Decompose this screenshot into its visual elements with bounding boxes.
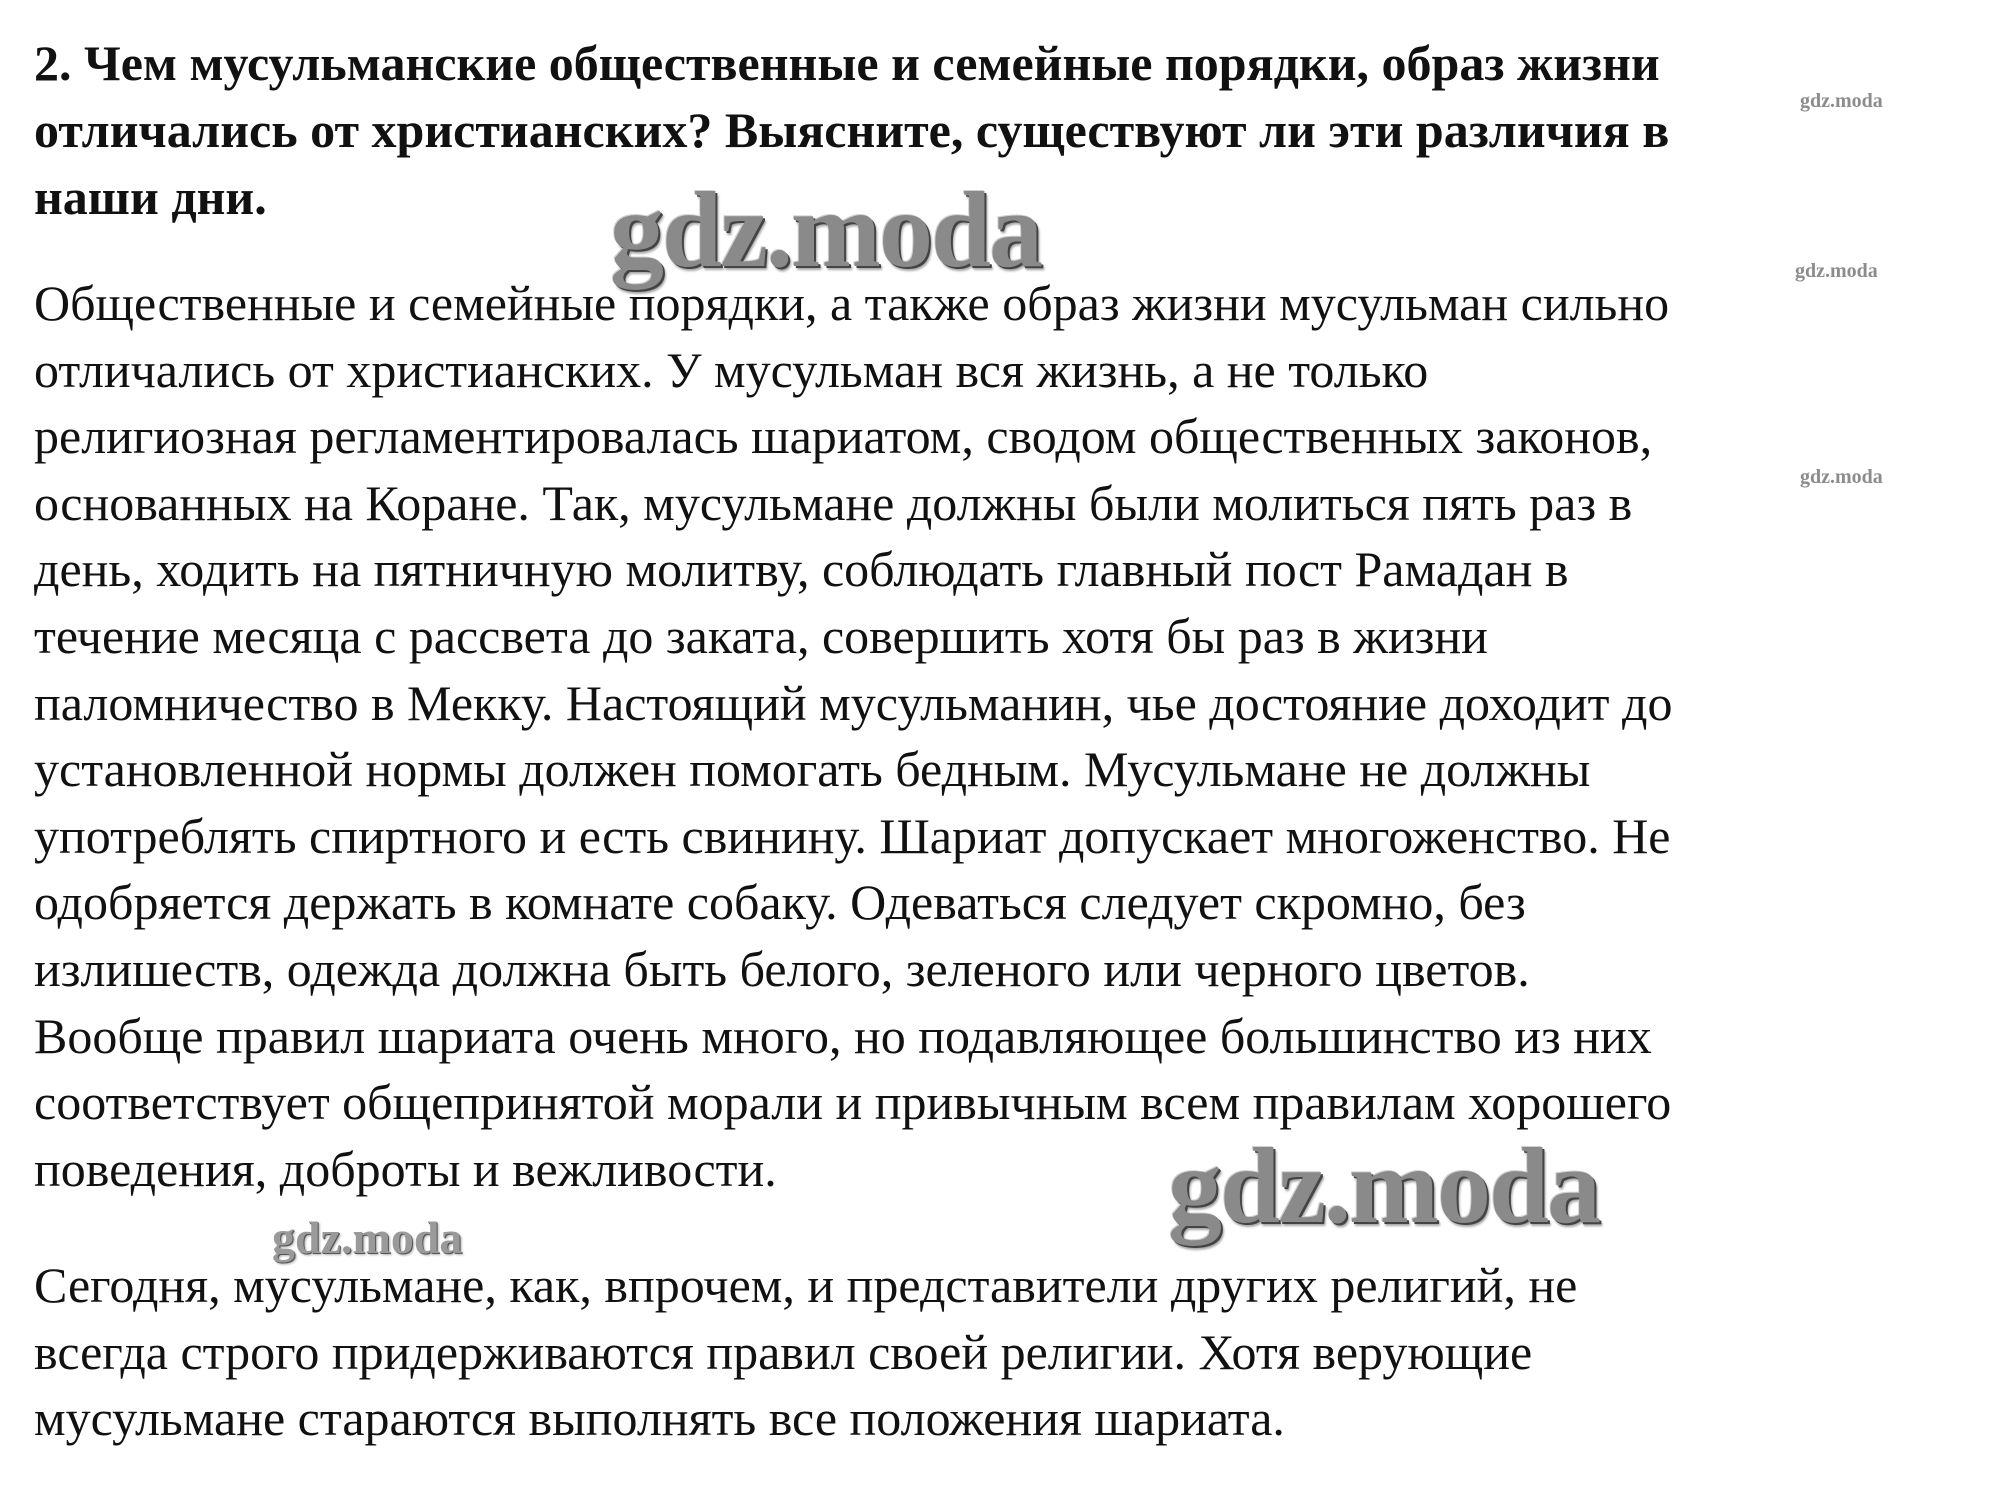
answer-line: Общественные и семейные порядки, а также образ жизни мусульман сильно bbox=[34, 275, 1670, 331]
question-line: отличались от христианских? Выясните, существуют ли эти различия в bbox=[34, 102, 1670, 158]
watermark-small: gdz.moda bbox=[1800, 90, 1883, 112]
answer-line: религиозная регламентировалась шариатом, сводом общественных законов, bbox=[34, 408, 1653, 465]
answer-line: Вообще правил шариата очень много, но подавляющее большинство из них bbox=[34, 1007, 1652, 1064]
answer-paragraph-2 bbox=[34, 1252, 1969, 1452]
answer-line: Сегодня, мусульмане, как, впрочем, и представители других религий, не bbox=[34, 1257, 1578, 1313]
watermark-small: gdz.moda bbox=[1795, 260, 1878, 282]
answer-line: одобряется держать в комнате собаку. Одеваться следует скромно, без bbox=[34, 874, 1526, 931]
answer-line: поведения, доброты и вежливости. bbox=[34, 1140, 777, 1197]
watermark-small: gdz.moda bbox=[1800, 466, 1883, 488]
question-heading bbox=[34, 30, 1964, 231]
question-line: наши дни. bbox=[34, 169, 267, 225]
answer-line: установленной нормы должен помогать бедным. Мусульмане не должны bbox=[34, 741, 1591, 798]
watermark-large: gdz.moda bbox=[1168, 1127, 1600, 1246]
answer-line: отличались от христианских. У мусульман вся жизнь, а не только bbox=[34, 341, 1429, 398]
answer-line: течение месяца с рассвета до заката, совершить хотя бы раз в жизни bbox=[34, 607, 1488, 664]
watermark-medium: gdz.moda bbox=[272, 1212, 463, 1263]
answer-line: излишеств, одежда должна быть белого, зеленого или черного цветов. bbox=[34, 940, 1530, 997]
question-line: 2. Чем мусульманские общественные и семейные порядки, образ жизни bbox=[34, 35, 1660, 91]
watermark-large: gdz.moda bbox=[610, 171, 1042, 290]
answer-line: всегда строго придерживаются правил своей религии. Хотя верующие bbox=[34, 1323, 1533, 1380]
answer-line: мусульмане стараются выполнять все положения шариата. bbox=[34, 1390, 1285, 1447]
answer-line: соответствует общепринятой морали и привычным всем правилам хорошего bbox=[34, 1074, 1672, 1131]
answer-line: паломничество в Мекку. Настоящий мусульманин, чье достояние доходит до bbox=[34, 674, 1673, 731]
answer-paragraph-1 bbox=[34, 270, 1969, 1202]
answer-line: основанных на Коране. Так, мусульмане должны были молиться пять раз в bbox=[34, 474, 1633, 531]
answer-line: употреблять спиртного и есть свинину. Шариат допускает многоженство. Не bbox=[34, 807, 1671, 864]
answer-line: день, ходить на пятничную молитву, соблюдать главный пост Рамадан в bbox=[34, 541, 1569, 598]
